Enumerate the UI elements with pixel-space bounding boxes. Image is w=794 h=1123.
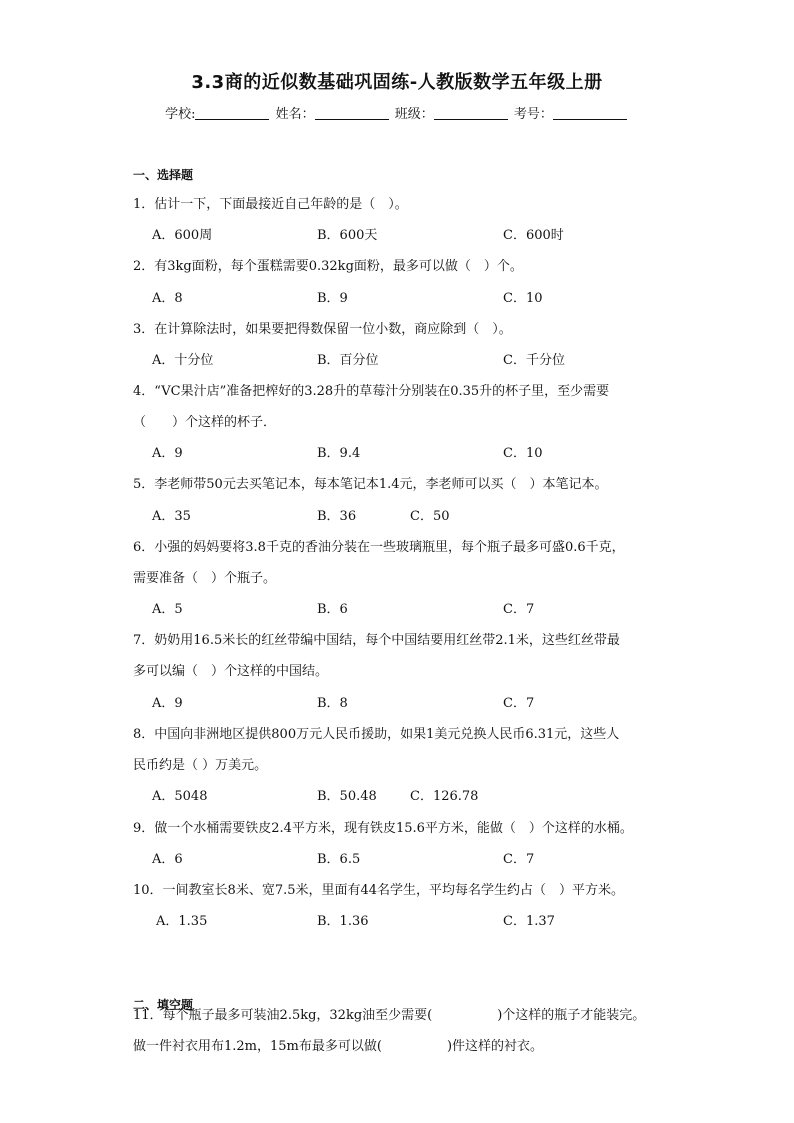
school-label: 学校: <box>165 107 196 122</box>
q4-option-c[interactable]: C．10 <box>503 446 543 461</box>
q6-option-a[interactable]: A．5 <box>152 602 183 617</box>
q8-option-a[interactable]: A．5048 <box>152 789 208 804</box>
q9-option-c[interactable]: C．7 <box>503 852 535 867</box>
q1-option-a[interactable]: A．600周 <box>152 228 213 243</box>
question-5: 5．李老师带50元去买笔记本，每本笔记本1.4元，李老师可以买（ ）本笔记本。 <box>133 477 608 492</box>
question-2: 2．有3kg面粉，每个蛋糕需要0.32kg面粉，最多可以做（ ）个。 <box>133 259 523 274</box>
question-4-line-2: （ ）个这样的杯子． <box>133 415 277 430</box>
q2-option-a[interactable]: A．8 <box>152 291 183 306</box>
q5-option-b[interactable]: B．36 <box>317 509 357 524</box>
q5-option-a[interactable]: A．35 <box>152 509 191 524</box>
q9-option-a[interactable]: A．6 <box>152 852 183 867</box>
question-1: 1．估计一下，下面最接近自己年龄的是（ ）。 <box>133 197 408 212</box>
question-7-line-1: 7．奶奶用16.5米长的红丝带编中国结，每个中国结要用红丝带2.1米，这些红丝带最 <box>133 633 620 648</box>
class-label: 班级： <box>394 107 434 122</box>
question-11-line-2: 做一件衬衣用布1.2m，15m布最多可以做( )件这样的衬衣。 <box>133 1039 544 1054</box>
question-10: 10．一间教室长8米、宽7.5米，里面有44名学生，平均每名学生约占（ ）平方米。 <box>133 883 625 898</box>
name-label: 姓名： <box>275 107 315 122</box>
question-8-line-1: 8．中国向非洲地区提供800万元人民币援助，如果1美元兑换人民币6.31元，这些人 <box>133 727 620 742</box>
q8-option-b[interactable]: B．50.48 <box>317 789 377 804</box>
student-info-line <box>0 103 794 122</box>
question-8-line-2: 民币约是（ ）万美元。 <box>133 758 268 773</box>
q2-option-c[interactable]: C．10 <box>503 291 543 306</box>
number-blank[interactable] <box>553 106 627 120</box>
q6-option-c[interactable]: C．7 <box>503 602 535 617</box>
q1-option-c[interactable]: C．600时 <box>503 228 564 243</box>
q10-option-b[interactable]: B．1.36 <box>317 914 369 929</box>
number-label: 考号： <box>513 107 553 122</box>
section-choice-heading: 一、选择题 <box>133 168 194 182</box>
q1-option-b[interactable]: B．600天 <box>317 228 378 243</box>
class-blank[interactable] <box>434 106 508 120</box>
school-blank[interactable] <box>195 106 269 120</box>
q6-option-b[interactable]: B．6 <box>317 602 348 617</box>
name-blank[interactable] <box>315 106 389 120</box>
q5-option-c[interactable]: C．50 <box>410 509 450 524</box>
q8-option-c[interactable]: C．126.78 <box>410 789 479 804</box>
question-3: 3．在计算除法时，如果要把得数保留一位小数，商应除到（ ）。 <box>133 322 512 337</box>
q7-option-c[interactable]: C．7 <box>503 696 535 711</box>
page-title: 3.3商的近似数基础巩固练-人教版数学五年级上册 <box>191 72 603 93</box>
q9-option-b[interactable]: B．6.5 <box>317 852 361 867</box>
q7-option-a[interactable]: A．9 <box>152 696 183 711</box>
q10-option-c[interactable]: C．1.37 <box>503 914 555 929</box>
q3-option-a[interactable]: A．十分位 <box>152 353 214 368</box>
section-fill-heading: 二、填空题 <box>133 998 194 1012</box>
q3-option-c[interactable]: C．千分位 <box>503 353 565 368</box>
question-9: 9．做一个水桶需要铁皮2.4平方米，现有铁皮15.6平方米，能做（ ）个这样的水桶。 <box>133 821 633 836</box>
question-6-line-1: 6．小强的妈妈要将3.8千克的香油分装在一些玻璃瓶里，每个瓶子最多可盛0.6千克， <box>133 540 625 555</box>
question-4-line-1: 4．“VC果汁店”准备把榨好的3.28升的草莓汁分别装在0.35升的杯子里，至少需要 <box>133 384 610 399</box>
q3-option-b[interactable]: B．百分位 <box>317 353 379 368</box>
question-7-line-2: 多可以编（ ）个这样的中国结。 <box>133 664 329 679</box>
question-11-line-1: 11．每个瓶子最多可装油2.5kg，32kg油至少需要( )个这样的瓶子才能装完。 <box>133 1008 646 1023</box>
q4-option-b[interactable]: B．9.4 <box>317 446 361 461</box>
q7-option-b[interactable]: B．8 <box>317 696 348 711</box>
question-6-line-2: 需要准备（ ）个瓶子。 <box>133 571 277 586</box>
q4-option-a[interactable]: A．9 <box>152 446 183 461</box>
q2-option-b[interactable]: B．9 <box>317 291 348 306</box>
q10-option-a[interactable]: A．1.35 <box>156 914 208 929</box>
